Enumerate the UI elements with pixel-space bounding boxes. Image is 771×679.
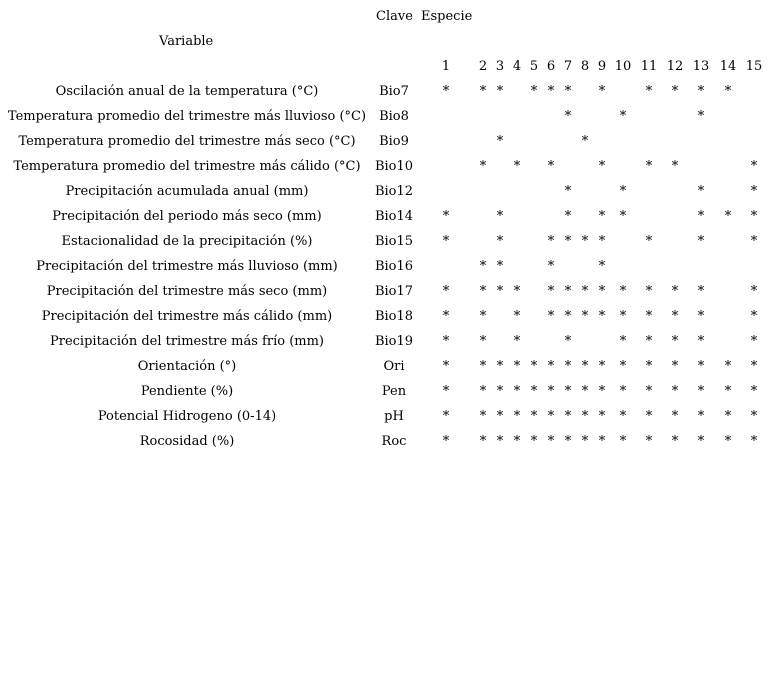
presence-mark: *: [645, 434, 653, 449]
clave-cell: Pen: [381, 384, 407, 399]
presence-mark: *: [619, 309, 627, 324]
presence-mark: *: [581, 359, 589, 374]
presence-mark: *: [598, 434, 606, 449]
presence-mark: *: [513, 309, 521, 324]
presence-mark: *: [750, 184, 758, 199]
presence-mark: *: [598, 309, 606, 324]
presence-mark: *: [496, 384, 504, 399]
table-row: [0, 184, 771, 209]
presence-mark: *: [479, 309, 487, 324]
presence-mark: *: [479, 159, 487, 174]
presence-mark: *: [581, 384, 589, 399]
presence-mark: *: [598, 234, 606, 249]
clave-cell: Bio7: [379, 84, 409, 99]
presence-mark: *: [724, 434, 732, 449]
presence-mark: *: [697, 409, 705, 424]
presence-mark: *: [750, 159, 758, 174]
species-number: 12: [666, 59, 684, 74]
presence-mark: *: [442, 84, 450, 99]
variable-name: Temperatura promedio del trimestre más seco (°C): [18, 134, 356, 149]
table-row: [0, 434, 771, 459]
table-row: [0, 284, 771, 309]
variable-name: Orientación (°): [137, 359, 237, 374]
presence-mark: *: [530, 359, 538, 374]
presence-mark: *: [547, 359, 555, 374]
presence-mark: *: [645, 359, 653, 374]
presence-mark: *: [496, 234, 504, 249]
presence-mark: *: [697, 234, 705, 249]
presence-mark: *: [619, 384, 627, 399]
presence-mark: *: [724, 84, 732, 99]
variable-name: Pendiente (%): [140, 384, 234, 399]
presence-mark: *: [564, 84, 572, 99]
variable-name: Precipitación del periodo más seco (mm): [52, 209, 322, 224]
presence-mark: *: [442, 334, 450, 349]
presence-mark: *: [619, 284, 627, 299]
presence-mark: *: [697, 109, 705, 124]
presence-mark: *: [671, 409, 679, 424]
presence-mark: *: [564, 409, 572, 424]
variable-name: Temperatura promedio del trimestre más cálido (°C): [13, 159, 361, 174]
presence-mark: *: [442, 384, 450, 399]
presence-mark: *: [513, 284, 521, 299]
presence-mark: *: [496, 359, 504, 374]
presence-mark: *: [724, 359, 732, 374]
presence-mark: *: [671, 84, 679, 99]
presence-mark: *: [530, 409, 538, 424]
presence-mark: *: [442, 284, 450, 299]
presence-mark: *: [645, 234, 653, 249]
presence-mark: *: [513, 384, 521, 399]
presence-mark: *: [619, 209, 627, 224]
presence-mark: *: [645, 309, 653, 324]
presence-mark: *: [479, 384, 487, 399]
presence-mark: *: [697, 384, 705, 399]
presence-mark: *: [750, 409, 758, 424]
presence-mark: *: [581, 234, 589, 249]
table-row: [0, 259, 771, 284]
presence-mark: *: [496, 134, 504, 149]
species-number: 1: [441, 59, 451, 74]
presence-mark: *: [479, 334, 487, 349]
presence-mark: *: [671, 359, 679, 374]
species-number: 11: [640, 59, 658, 74]
presence-mark: *: [442, 359, 450, 374]
presence-mark: *: [513, 434, 521, 449]
presence-mark: *: [598, 159, 606, 174]
table-row: [0, 209, 771, 234]
presence-mark: *: [750, 384, 758, 399]
presence-mark: *: [442, 409, 450, 424]
table-row: [0, 334, 771, 359]
presence-mark: *: [479, 84, 487, 99]
presence-mark: *: [619, 184, 627, 199]
presence-mark: *: [598, 284, 606, 299]
presence-mark: *: [619, 334, 627, 349]
clave-cell: Bio16: [374, 259, 414, 274]
presence-mark: *: [564, 209, 572, 224]
variable-name: Precipitación del trimestre más cálido (mm): [41, 309, 333, 324]
clave-cell: Bio8: [379, 109, 409, 124]
presence-mark: *: [598, 84, 606, 99]
presence-mark: *: [547, 434, 555, 449]
presence-mark: *: [619, 359, 627, 374]
species-number: 15: [745, 59, 763, 74]
presence-mark: *: [750, 309, 758, 324]
presence-mark: *: [564, 334, 572, 349]
presence-mark: *: [697, 184, 705, 199]
presence-mark: *: [530, 84, 538, 99]
table-row: [0, 159, 771, 184]
species-number: 3: [495, 59, 505, 74]
variable-name: Rocosidad (%): [139, 434, 235, 449]
presence-mark: *: [671, 159, 679, 174]
presence-mark: *: [581, 309, 589, 324]
clave-cell: Bio19: [374, 334, 414, 349]
presence-mark: *: [645, 334, 653, 349]
clave-cell: Bio17: [374, 284, 414, 299]
table-row: [0, 234, 771, 259]
presence-mark: *: [598, 384, 606, 399]
presence-mark: *: [513, 359, 521, 374]
variable-name: Precipitación del trimestre más lluvioso (mm): [36, 259, 338, 274]
presence-mark: *: [645, 384, 653, 399]
presence-mark: *: [479, 409, 487, 424]
presence-mark: *: [619, 109, 627, 124]
presence-mark: *: [750, 434, 758, 449]
species-number: 6: [546, 59, 556, 74]
presence-mark: *: [479, 284, 487, 299]
presence-mark: *: [581, 434, 589, 449]
presence-mark: *: [442, 209, 450, 224]
presence-mark: *: [564, 184, 572, 199]
presence-mark: *: [724, 409, 732, 424]
presence-mark: *: [671, 334, 679, 349]
presence-mark: *: [547, 84, 555, 99]
table-row: [0, 384, 771, 409]
especie-header: Especie: [421, 9, 473, 24]
presence-mark: *: [564, 309, 572, 324]
variable-name: Precipitación del trimestre más frío (mm): [50, 334, 324, 349]
presence-mark: *: [581, 409, 589, 424]
presence-mark: *: [671, 309, 679, 324]
presence-mark: *: [697, 359, 705, 374]
presence-mark: *: [619, 409, 627, 424]
presence-mark: *: [547, 284, 555, 299]
presence-mark: *: [530, 384, 538, 399]
presence-mark: *: [564, 434, 572, 449]
presence-mark: *: [750, 234, 758, 249]
presence-mark: *: [496, 434, 504, 449]
presence-mark: *: [750, 359, 758, 374]
presence-mark: *: [598, 209, 606, 224]
presence-mark: *: [547, 384, 555, 399]
presence-mark: *: [564, 109, 572, 124]
presence-mark: *: [496, 259, 504, 274]
table-row: [0, 359, 771, 384]
presence-mark: *: [547, 234, 555, 249]
presence-mark: *: [598, 359, 606, 374]
presence-mark: *: [547, 259, 555, 274]
table-row: [0, 409, 771, 434]
presence-mark: *: [697, 309, 705, 324]
variable-name: Precipitación acumulada anual (mm): [65, 184, 309, 199]
clave-cell: Bio15: [374, 234, 414, 249]
presence-mark: *: [750, 284, 758, 299]
variable-name: Estacionalidad de la precipitación (%): [61, 234, 313, 249]
presence-mark: *: [442, 309, 450, 324]
presence-mark: *: [496, 84, 504, 99]
species-number: 2: [478, 59, 488, 74]
presence-mark: *: [564, 284, 572, 299]
presence-mark: *: [724, 384, 732, 399]
species-number: 13: [692, 59, 710, 74]
clave-cell: Roc: [381, 434, 407, 449]
presence-mark: *: [479, 259, 487, 274]
clave-cell: Ori: [383, 359, 405, 374]
presence-mark: *: [547, 309, 555, 324]
presence-mark: *: [513, 159, 521, 174]
presence-mark: *: [697, 334, 705, 349]
species-number: 8: [580, 59, 590, 74]
presence-mark: *: [697, 284, 705, 299]
presence-mark: *: [547, 159, 555, 174]
presence-mark: *: [645, 84, 653, 99]
presence-mark: *: [750, 334, 758, 349]
presence-mark: *: [564, 384, 572, 399]
presence-mark: *: [645, 284, 653, 299]
clave-cell: pH: [384, 409, 404, 424]
clave-header: Clave: [376, 9, 413, 24]
presence-mark: *: [619, 434, 627, 449]
presence-mark: *: [479, 434, 487, 449]
species-number: 4: [512, 59, 522, 74]
presence-mark: *: [645, 409, 653, 424]
species-number: 7: [563, 59, 573, 74]
table-row: [0, 84, 771, 109]
presence-mark: *: [697, 84, 705, 99]
variable-name: Oscilación anual de la temperatura (°C): [55, 84, 319, 99]
presence-mark: *: [496, 209, 504, 224]
presence-mark: *: [645, 159, 653, 174]
presence-mark: *: [564, 234, 572, 249]
presence-mark: *: [671, 284, 679, 299]
presence-mark: *: [496, 409, 504, 424]
species-number: 14: [719, 59, 737, 74]
clave-cell: Bio18: [374, 309, 414, 324]
clave-cell: Bio10: [374, 159, 414, 174]
presence-mark: *: [496, 284, 504, 299]
species-number: 10: [614, 59, 632, 74]
presence-mark: *: [547, 409, 555, 424]
presence-mark: *: [530, 434, 538, 449]
presence-mark: *: [598, 259, 606, 274]
presence-mark: *: [513, 409, 521, 424]
clave-cell: Bio14: [374, 209, 414, 224]
presence-mark: *: [671, 434, 679, 449]
presence-mark: *: [442, 234, 450, 249]
variable-name: Precipitación del trimestre más seco (mm): [46, 284, 328, 299]
presence-mark: *: [724, 209, 732, 224]
species-number: 5: [529, 59, 539, 74]
species-number: 9: [597, 59, 607, 74]
presence-mark: *: [581, 134, 589, 149]
presence-mark: *: [581, 284, 589, 299]
presence-mark: *: [513, 334, 521, 349]
presence-mark: *: [442, 434, 450, 449]
variable-header: Variable: [159, 34, 214, 49]
presence-mark: *: [479, 359, 487, 374]
table-row: [0, 109, 771, 134]
table-row: [0, 134, 771, 159]
presence-mark: *: [697, 434, 705, 449]
variable-name: Potencial Hidrogeno (0-14): [97, 409, 277, 424]
presence-mark: *: [598, 409, 606, 424]
presence-mark: *: [750, 209, 758, 224]
presence-mark: *: [671, 384, 679, 399]
table-row: [0, 309, 771, 334]
clave-cell: Bio12: [374, 184, 414, 199]
variable-name: Temperatura promedio del trimestre más lluvioso (°C): [7, 109, 367, 124]
presence-mark: *: [564, 359, 572, 374]
presence-mark: *: [697, 209, 705, 224]
clave-cell: Bio9: [379, 134, 409, 149]
